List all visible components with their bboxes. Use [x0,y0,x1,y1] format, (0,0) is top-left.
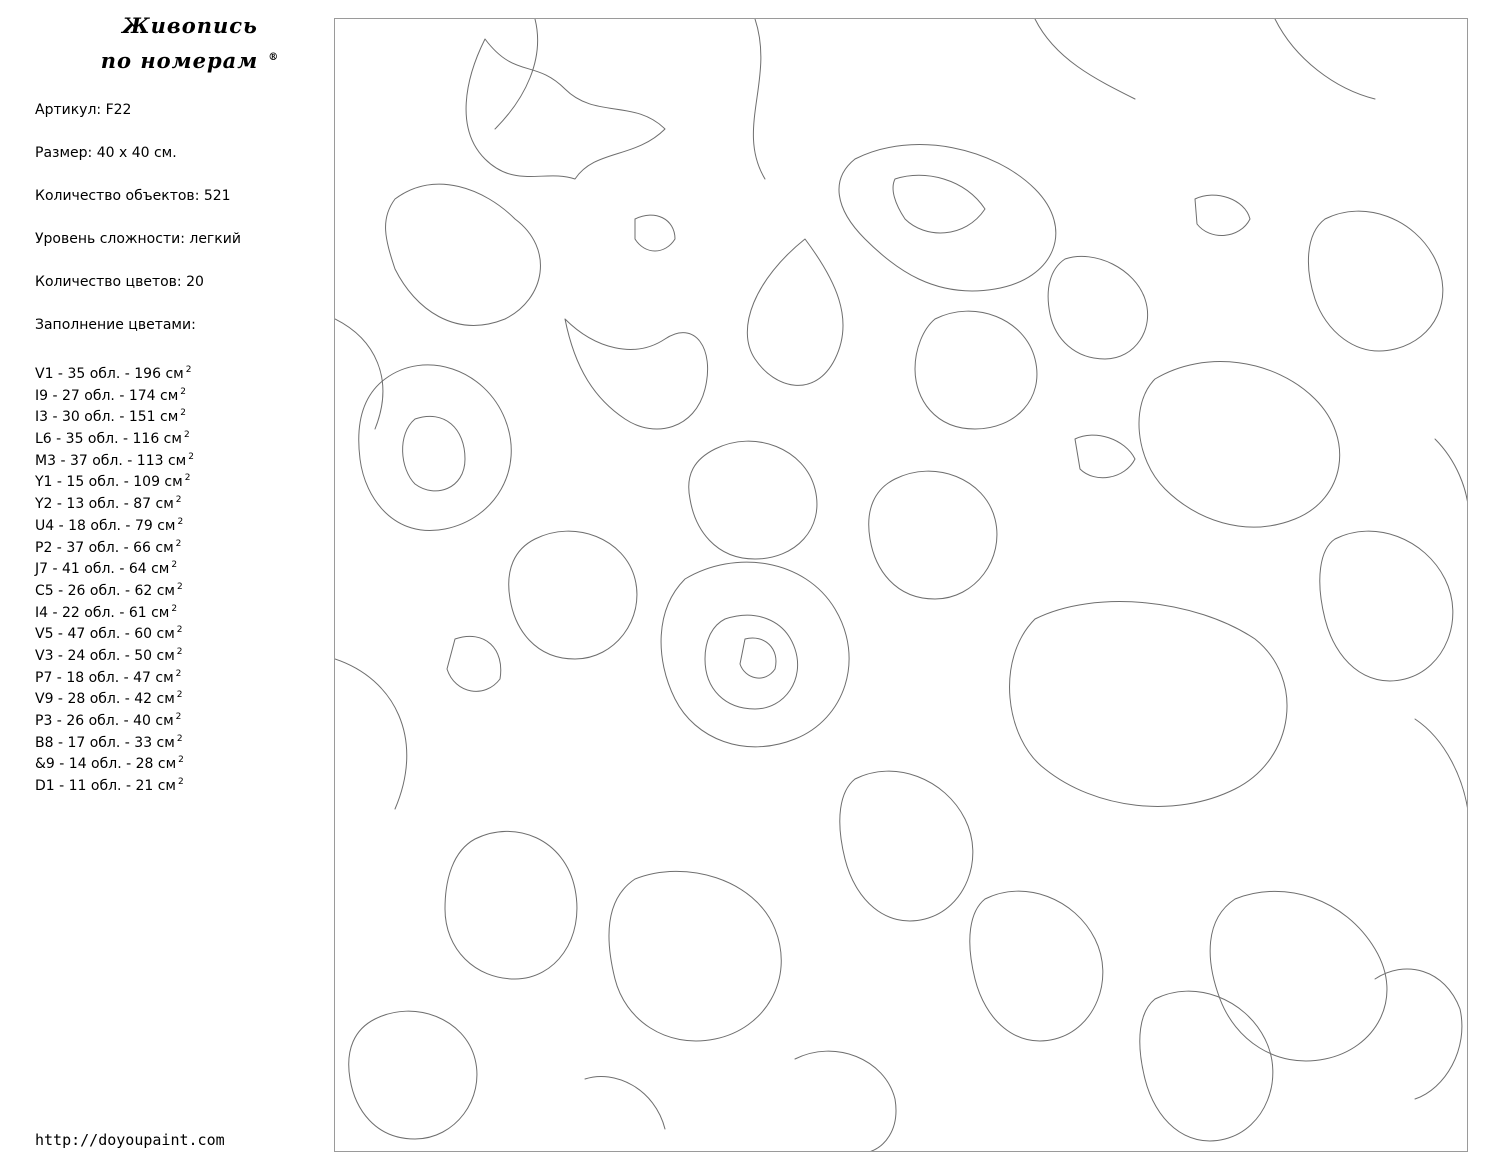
fill-area: 50 см [134,647,175,664]
area-unit-power: 2 [183,430,190,441]
registered-mark: ® [268,52,280,63]
color-legend-row: Y2 - 13 обл. - 87 см $^2$ [35,495,182,513]
info-color-fill-heading: Заполнение цветами: [35,317,196,333]
color-legend [35,360,194,794]
fill-area: 113 см [136,452,187,469]
color-legend-row: D1 - 11 обл. - 21 см $^2$ [35,777,184,795]
color-legend-row: &9 - 14 обл. - 28 см $^2$ [35,755,184,773]
color-code: M3 [35,452,56,469]
region-count: 11 обл. [68,778,122,795]
brand-title [90,10,290,77]
color-code: Y1 [35,474,53,491]
color-legend-row: C5 - 26 обл. - 62 см $^2$ [35,581,183,599]
fill-area: 79 см [134,517,176,534]
area-unit-power: 2 [176,625,183,636]
region-count: 18 обл. [66,669,120,686]
region-count: 13 обл. [66,496,120,513]
color-code: V1 [35,366,54,382]
region-count: 35 обл. [65,431,119,448]
region-count: 26 обл. [66,713,120,729]
color-code: C5 [35,582,54,599]
fill-area: 66 см [133,539,174,556]
brand-title-line2: по номерам [100,48,259,73]
color-code: J7 [35,561,49,578]
region-count: 18 обл. [68,517,121,534]
area-unit-power: 2 [178,777,184,788]
area-unit-power: 2 [178,755,184,766]
fill-area: 42 см [134,691,175,708]
region-count: 30 обл. [62,409,115,426]
area-unit-power: 2 [171,560,178,571]
region-count: 27 обл. [62,387,115,404]
area-unit-power: 2 [188,451,194,462]
color-legend-row: I9 - 27 обл. - 174 см $^2$ [35,386,186,404]
region-count: 15 обл. [66,474,120,491]
area-unit-power: 2 [184,473,191,484]
region-count: 47 обл. [67,626,121,643]
fill-area: 109 см [133,474,183,491]
color-legend-row: V1 - 35 обл. - 196 см $^2$ [35,365,192,382]
fill-area: 196 см [134,366,184,382]
fill-area: 21 см [135,778,176,795]
color-code: V9 [35,691,54,708]
region-count: 26 обл. [67,582,121,599]
color-code: I9 [35,387,49,404]
area-unit-power: 2 [176,690,183,701]
color-legend-row: V9 - 28 обл. - 42 см $^2$ [35,690,183,708]
line-art-drawing [335,19,1468,1152]
color-code: &9 [35,756,55,773]
color-code: P2 [35,539,53,556]
fill-area: 40 см [133,713,174,729]
color-legend-row: L6 - 35 обл. - 116 см $^2$ [35,430,190,448]
color-legend-row: P2 - 37 обл. - 66 см $^2$ [35,538,182,556]
color-legend-row: I3 - 30 обл. - 151 см $^2$ [35,408,186,426]
color-code: I3 [35,409,49,426]
color-code: U4 [35,517,55,534]
region-count: 41 обл. [62,561,115,578]
area-unit-power: 2 [175,495,182,506]
color-legend-row: V3 - 24 обл. - 50 см $^2$ [35,646,183,664]
region-count: 37 обл. [69,452,123,469]
brand-title-line1: Живопись [122,13,258,38]
fill-area: 60 см [134,626,175,643]
color-code: D1 [35,778,55,795]
fill-area: 87 см [133,496,174,513]
area-unit-power: 2 [175,712,182,722]
region-count: 35 обл. [67,366,121,382]
color-legend-row: I4 - 22 обл. - 61 см $^2$ [35,603,178,621]
fill-area: 28 см [135,756,177,773]
color-legend-row: V5 - 47 обл. - 60 см $^2$ [35,625,183,643]
region-count: 22 обл. [62,604,115,621]
region-count: 14 обл. [68,756,122,773]
fill-area: 174 см [128,387,179,404]
region-count: 37 обл. [66,539,120,556]
region-count: 28 обл. [67,691,121,708]
color-legend-row: Y1 - 15 обл. - 109 см $^2$ [35,473,191,491]
area-unit-power: 2 [180,408,186,419]
area-unit-power: 2 [171,603,178,614]
color-code: P7 [35,669,53,686]
area-unit-power: 2 [176,733,183,744]
color-code: V3 [35,647,54,664]
area-unit-power: 2 [180,386,186,397]
website-link[interactable]: http://doyoupaint.com [35,1131,225,1149]
area-unit-power: 2 [176,646,183,657]
coloring-canvas [334,18,1468,1152]
fill-area: 151 см [128,409,179,426]
area-unit-power: 2 [185,365,192,375]
region-count: 17 обл. [67,734,121,751]
color-legend-row: P7 - 18 обл. - 47 см $^2$ [35,668,182,686]
color-code: I4 [35,604,49,621]
color-code: Y2 [35,496,53,513]
color-legend-row: P3 - 26 обл. - 40 см $^2$ [35,712,182,729]
color-legend-row: J7 - 41 обл. - 64 см $^2$ [35,560,178,578]
area-unit-power: 2 [177,516,184,527]
color-code: B8 [35,734,54,751]
fill-area: 61 см [128,604,170,621]
product-info [35,99,241,357]
color-legend-row: B8 - 17 обл. - 33 см $^2$ [35,733,183,751]
info-sidebar [0,0,320,1169]
info-difficulty: Уровень сложности: легкий [35,231,241,247]
fill-area: 116 см [132,431,182,448]
info-color-count: Количество цветов: 20 [35,274,204,290]
info-article: Артикул: F22 [35,102,132,118]
region-count: 24 обл. [67,647,121,664]
color-legend-row: M3 - 37 обл. - 113 см $^2$ [35,451,194,469]
color-code: L6 [35,431,52,448]
fill-area: 64 см [128,561,170,578]
info-object-count: Количество объектов: 521 [35,188,231,204]
fill-area: 47 см [133,669,174,686]
fill-area: 62 см [134,582,175,599]
area-unit-power: 2 [175,538,182,549]
area-unit-power: 2 [177,581,183,592]
color-code: V5 [35,626,54,643]
color-legend-row: U4 - 18 обл. - 79 см $^2$ [35,516,184,534]
color-code: P3 [35,713,53,729]
area-unit-power: 2 [175,668,182,679]
info-size: Размер: 40 x 40 см. [35,145,177,161]
fill-area: 33 см [134,734,175,751]
